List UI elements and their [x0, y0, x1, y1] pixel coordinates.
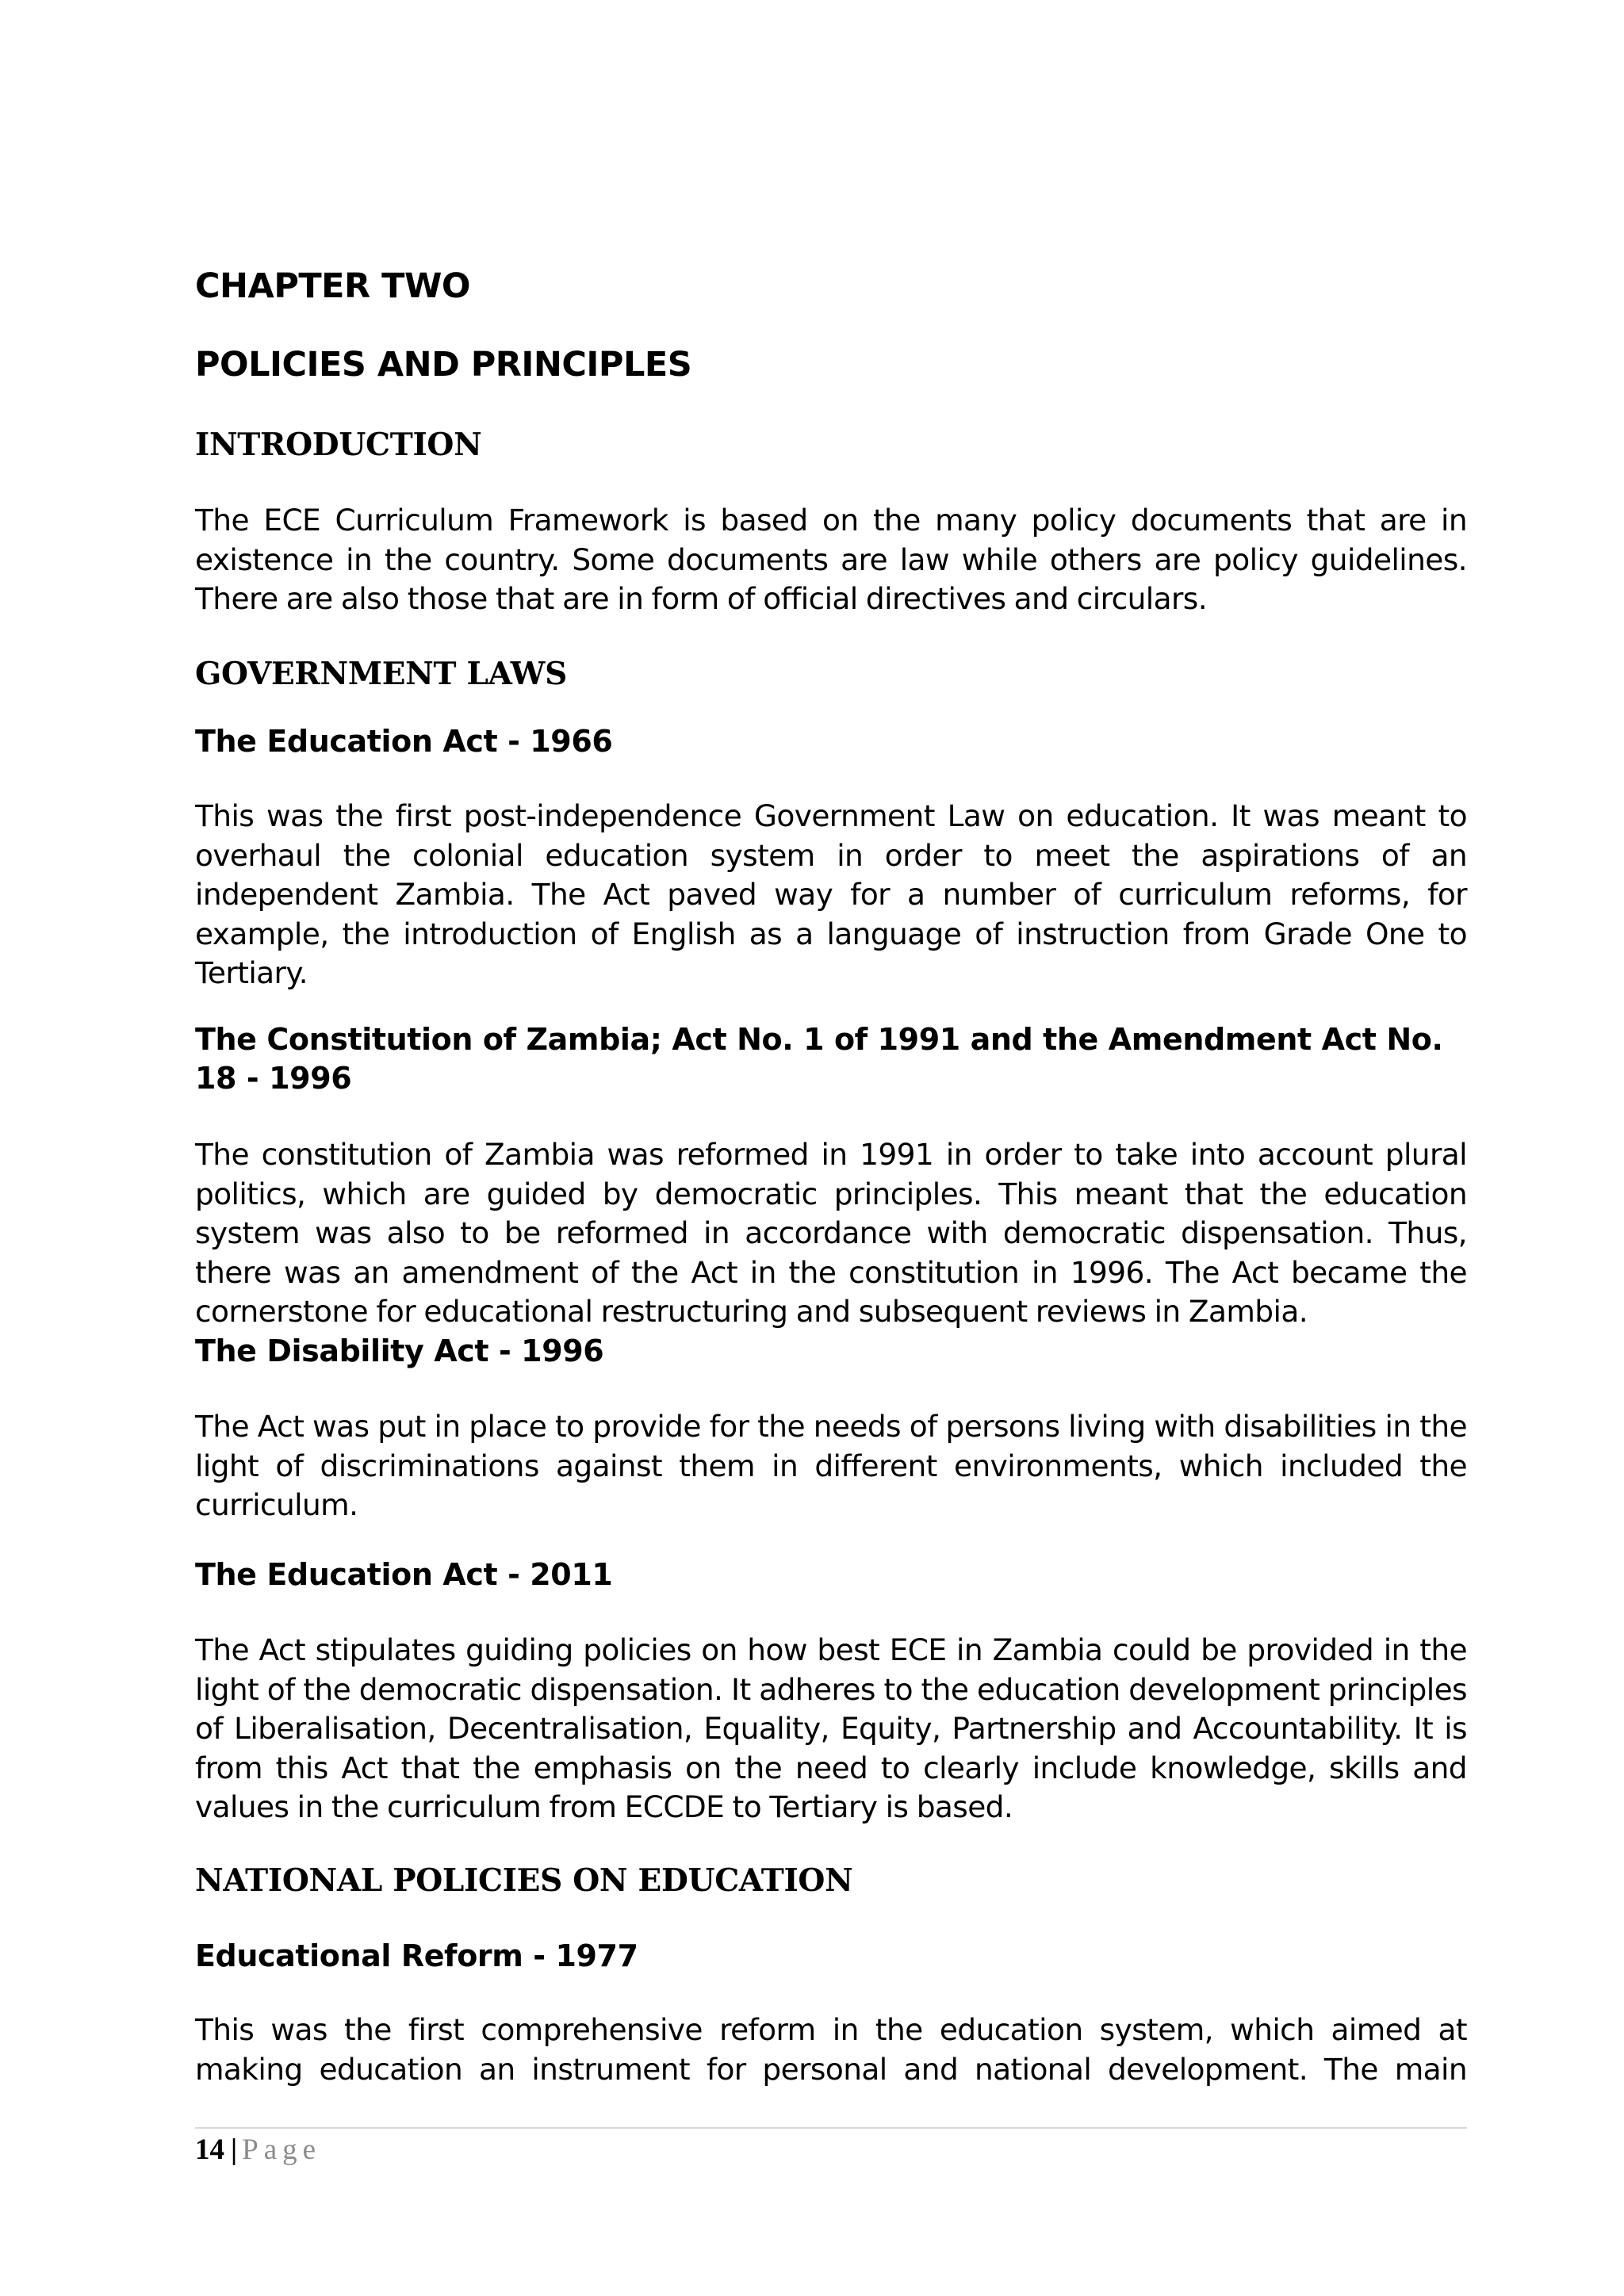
educational-reform-1977-paragraph: This was the first comprehensive reform in the education system, which aimed at making education an instrument for personal and national development. The main [195, 2012, 1467, 2087]
national-policies-heading: NATIONAL POLICIES ON EDUCATION [195, 1862, 853, 1899]
page-label: Page [242, 2133, 322, 2166]
disability-act-title: The Disability Act - 1996 [195, 1334, 604, 1368]
educational-reform-1977-title: Educational Reform - 1977 [195, 1938, 638, 1973]
introduction-paragraph: The ECE Curriculum Framework is based on the many policy documents that are in existence in the country. Some documents are law while others are policy guidelines. There are also those that are in form of official directives and circulars. [195, 503, 1467, 616]
education-act-1966-title: The Education Act - 1966 [195, 724, 613, 759]
disability-act-paragraph: The Act was put in place to provide for the needs of persons living with disabilities in the light of discriminations against them in different environments, which included the curriculum. [195, 1409, 1467, 1522]
constitution-act-title: The Constitution of Zambia; Act No. 1 of 1991 and the Amendment Act No. 18 - 1996 [195, 1022, 1443, 1096]
education-act-2011-paragraph: The Act stipulates guiding policies on how best ECE in Zambia could be provided in the light of the democratic dispensation. It adheres to the education development principles of Liberalisation, Decentralisation, Equality, Equity, Partnership and Accountability. It is from this Act that the emphasis on the need to clearly include knowledge, skills and values in the curriculum from ECCDE to Tertiary is based. [195, 1632, 1467, 1824]
constitution-act-paragraph: The constitution of Zambia was reformed in 1991 in order to take into account plural politics, which are guided by democratic principles. This meant that the education system was also to be reformed in accordance with democratic dispensation. Thus, there was an amendment of the Act in the constitution in 1996. The Act became the cornerstone for educational restructuring and subsequent reviews in Zambia. [195, 1137, 1467, 1329]
chapter-subtitle: POLICIES AND PRINCIPLES [195, 345, 692, 385]
page-footer [195, 2133, 321, 2168]
footer-separator: | [231, 2133, 238, 2166]
government-laws-heading: GOVERNMENT LAWS [195, 656, 567, 692]
page-number: 14 [195, 2133, 224, 2166]
document-page [195, 0, 1467, 2296]
introduction-heading: INTRODUCTION [195, 427, 482, 463]
education-act-1966-paragraph: This was the first post-independence Government Law on education. It was meant to overhaul the colonial education system in order to meet the aspirations of an independent Zambia. The Act paved way for a number of curriculum reforms, for example, the introduction of English as a language of instruction from Grade One to Tertiary. [195, 798, 1467, 990]
education-act-2011-title: The Education Act - 2011 [195, 1557, 613, 1592]
chapter-title: CHAPTER TWO [195, 266, 470, 306]
footer-divider [195, 2127, 1467, 2129]
